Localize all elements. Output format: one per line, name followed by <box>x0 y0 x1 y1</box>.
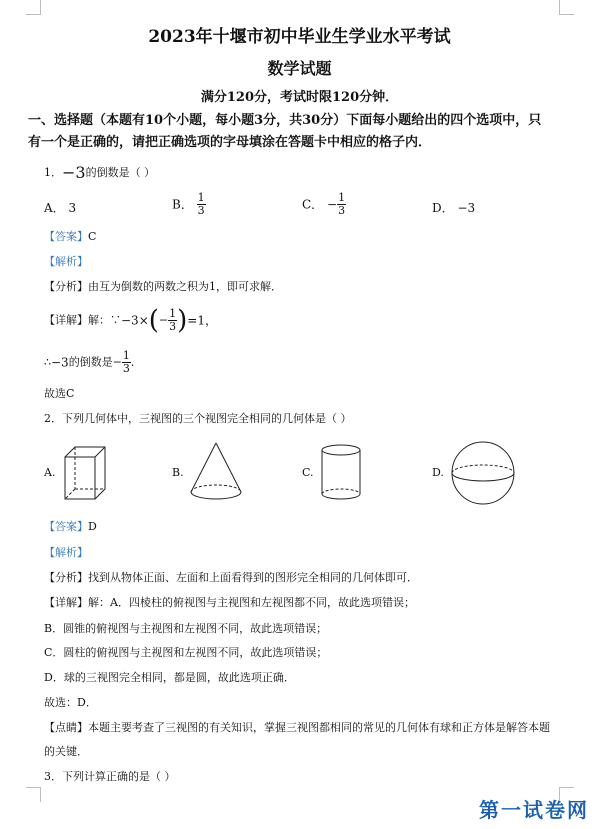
q2-option-b-label: B. <box>172 466 184 479</box>
q1-therefore-prefix: ∴ <box>44 355 51 369</box>
corner-mark-bottom-left <box>26 787 41 802</box>
q1-paren-sign: − <box>158 313 169 327</box>
q1-stem-suffix: 的倒数是（ ） <box>85 166 156 179</box>
section-heading-line2: 有一个是正确的，请把正确选项的字母填涂在答题卡中相应的格子内． <box>28 135 432 150</box>
corner-mark-top-left <box>26 0 41 15</box>
q2-conclusion: 故选：D． <box>44 696 97 709</box>
q1-paren-open: ( <box>148 305 159 336</box>
q1-option-c-den: 3 <box>338 204 346 217</box>
q2-analysis-tag: 【解析】 <box>44 546 88 559</box>
q2-fenxi <box>44 571 418 585</box>
q2-dianjing-line2: 的关键． <box>44 745 88 758</box>
q2-dianjing-line1: 本题主要考查了三视图的有关知识，掌握三视图都相同的常见的几何体有球和正方体是解答本题 <box>88 721 550 734</box>
q1-xiangjie-result: =1， <box>187 313 217 328</box>
q1-therefore-end: ． <box>130 355 142 369</box>
q2-xiangjie-tag: 【详解】 <box>44 596 88 609</box>
q1-option-d-value: −3 <box>457 201 476 215</box>
q1-therefore-mid: 的倒数是 <box>68 355 113 369</box>
q1-paren-close: ) <box>177 305 188 336</box>
q1-therefore-value: −3 <box>51 355 69 370</box>
q2-line-b: B．圆锥的俯视图与主视图和左视图不同，故此选项错误； <box>44 622 328 635</box>
q1-option-c-fraction <box>337 192 346 217</box>
q2-option-a-label: A. <box>44 466 56 479</box>
q2-option-d-label: D. <box>432 466 444 479</box>
q1-option-c-label: C． <box>302 197 324 212</box>
q2-fenxi-tag: 【分析】 <box>44 571 88 584</box>
q1-answer-value: C <box>88 230 97 243</box>
q2-answer <box>44 520 97 534</box>
q2-fenxi-text: 找到从物体正面、左面和上面看得到的图形完全相同的几何体即可． <box>88 571 418 584</box>
q2-line-d: D．球的三视图完全相同，都是圆，故此选项正确． <box>44 671 295 684</box>
q1-fenxi <box>44 280 282 294</box>
q2-option-c-label: C. <box>302 466 314 479</box>
q1-option-b-fraction <box>197 192 206 217</box>
q1-fenxi-text: 由互为倒数的两数之积为1，即可求解． <box>88 280 282 293</box>
q1-conclusion: 故选C <box>44 387 75 400</box>
q1-option-c-num: 1 <box>338 191 346 204</box>
corner-mark-top-right <box>559 0 574 15</box>
q2-dianjing <box>44 721 550 735</box>
exam-subtitle: 数学试题 <box>267 59 332 78</box>
q1-fenxi-tag: 【分析】 <box>44 280 88 293</box>
q1-analysis-tag: 【解析】 <box>44 255 88 268</box>
q1-answer-tag: 【答案】 <box>44 230 88 243</box>
q1-stem <box>44 163 156 182</box>
q1-option-d-label: D． <box>432 201 454 215</box>
q1-option-a-value: 3 <box>68 201 77 215</box>
q2-answer-tag: 【答案】 <box>44 520 88 533</box>
cuboid-figure <box>60 443 110 503</box>
q1-xiangjie-num: 1 <box>169 307 177 320</box>
q2-dianjing-tag: 【点睛】 <box>44 721 88 734</box>
q3-stem: 3．下列计算正确的是（ ） <box>44 770 176 783</box>
q1-option-b-num: 1 <box>197 191 205 204</box>
q1-number: 1． <box>44 166 62 179</box>
q1-xiangjie-expr: −3× <box>121 313 149 328</box>
q1-xiangjie-fraction <box>168 308 177 333</box>
section-heading <box>28 110 576 154</box>
q1-option-c-sign: − <box>327 197 338 212</box>
q1-therefore-sign: − <box>112 355 122 369</box>
section-heading-line1: 一、选择题（本题有10个小题，每小题3分，共30分）下面每小题给出的四个选项中，只 <box>28 113 542 128</box>
q1-xiangjie <box>44 305 217 336</box>
q1-option-b <box>172 192 206 217</box>
q2-xiangjie-text: 解：A．四棱柱的俯视图与主视图和左视图都不同，故此选项错误； <box>88 596 415 609</box>
q1-therefore-fraction <box>122 350 131 375</box>
site-watermark-logo: 第一试卷网 <box>479 798 589 822</box>
q1-therefore-den: 3 <box>122 362 130 375</box>
q1-xiangjie-den: 3 <box>169 320 177 333</box>
q1-option-b-label: B． <box>172 197 193 212</box>
q1-option-d <box>432 201 475 215</box>
q1-option-a <box>44 201 76 215</box>
q1-stem-value: −3 <box>62 163 86 182</box>
sphere-figure <box>448 440 518 506</box>
q2-answer-value: D <box>88 520 97 533</box>
cone-figure <box>188 440 244 502</box>
score-time-line: 满分120分，考试时限120分钟． <box>200 90 399 105</box>
q2-xiangjie <box>44 596 415 610</box>
q1-option-c <box>302 192 346 217</box>
q1-xiangjie-prefix: 解：∵ <box>88 313 121 327</box>
q1-xiangjie-tag: 【详解】 <box>44 313 88 327</box>
q1-option-a-label: A． <box>44 201 65 215</box>
q1-therefore-num: 1 <box>122 349 130 362</box>
q1-answer <box>44 230 96 244</box>
q1-option-b-den: 3 <box>197 204 205 217</box>
exam-title: 2023年十堰市初中毕业生学业水平考试 <box>148 27 451 47</box>
cylinder-figure <box>318 442 364 504</box>
q2-line-c: C．圆柱的俯视图与主视图和左视图不同，故此选项错误； <box>44 646 328 659</box>
q1-therefore <box>44 350 142 375</box>
q2-stem: 2．下列几何体中，三视图的三个视图完全相同的几何体是（ ） <box>44 412 352 425</box>
